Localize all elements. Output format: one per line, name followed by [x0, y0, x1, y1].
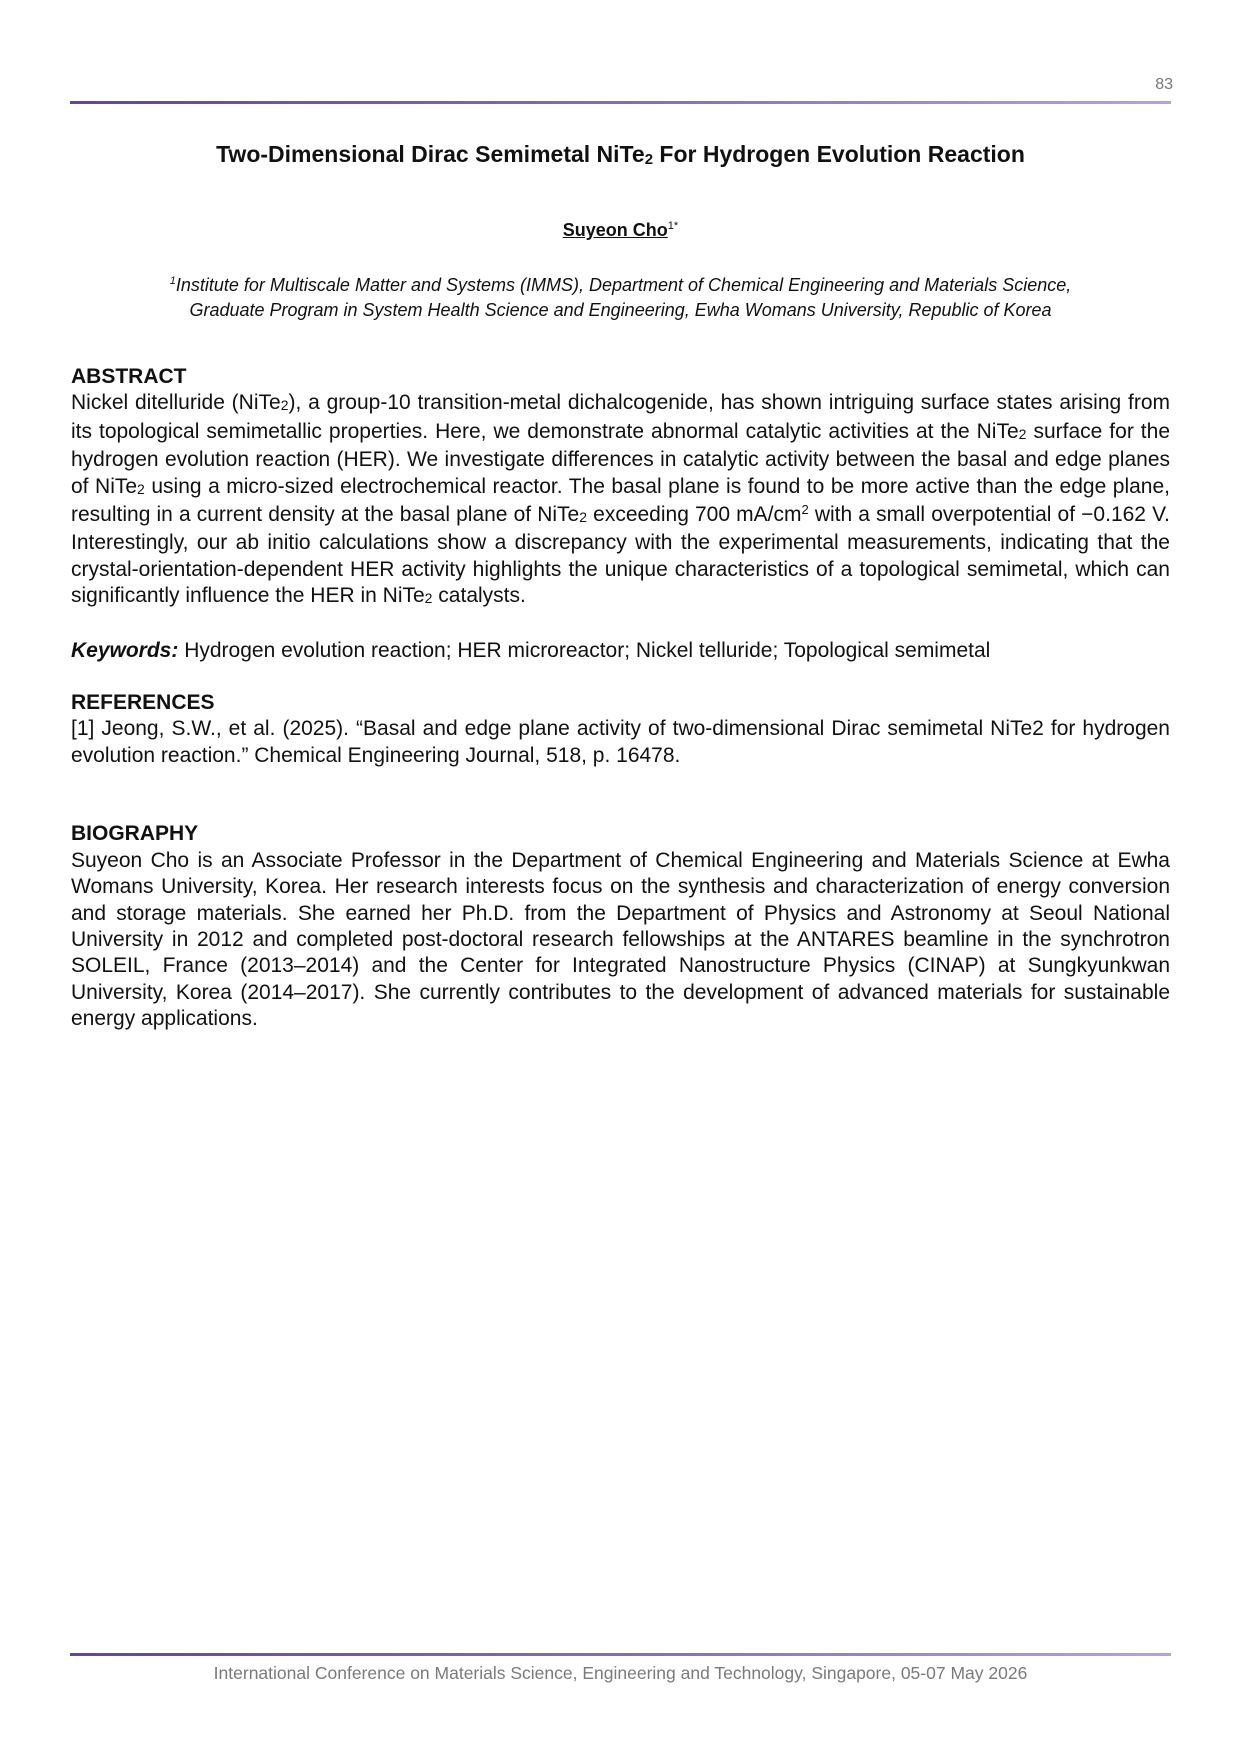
abstract-heading: ABSTRACT — [71, 365, 187, 388]
biography-section — [71, 821, 1170, 1032]
title-subscript: 2 — [644, 151, 654, 168]
author-line — [0, 220, 1241, 241]
abstract-body: Nickel ditelluride (NiTe$_2$), a group-10 transition-metal dichalcogenide, has shown intriguing surface states arising from its topological semimetallic properties. Here, we demonstrate abnormal catalytic activities at the NiTe$_2$ surface for the hydrogen evolution reaction (HER). We investigate differences in catalytic activity between the basal and edge planes of NiTe$_2$ using a micro-sized electrochemical reactor. The basal plane is found to be more active than the edge plane, resulting in a current density at the basal plane of NiTe$_2$ exceeding 700 $mA/cm^2$ with a small overpotential of −0.162 V. Interestingly, our ab initio calculations show a discrepancy with the experimental measurements, indicating that the crystal-orientation-dependent HER activity highlights the unique characteristics of a topological semimetal, which can significantly influence the HER in NiTe$_2$ catalysts. — [71, 391, 1171, 608]
footer-divider — [70, 1653, 1171, 1656]
keywords-label: Keywords: — [71, 638, 179, 662]
page-number: 83 — [1155, 76, 1173, 93]
header-divider — [70, 101, 1171, 104]
keywords — [71, 638, 1170, 664]
abstract-section — [71, 364, 1170, 612]
main-content — [71, 364, 1170, 1033]
affiliation-marker: 1 — [169, 275, 176, 287]
affiliation-line-2: Graduate Program in System Health Science and Engineering, Ewha Womans University, Republic of Korea — [189, 300, 1052, 320]
references-heading: REFERENCES — [71, 691, 215, 715]
biography-body: Suyeon Cho is an Associate Professor in the Department of Chemical Engineering and Materials Science at Ewha Womans University, Korea. Her research interests focus on the synthesis and characterization of energy conversion and storage materials. She earned her Ph.D. from the Department of Physics and Astronomy at Seoul National University in 2012 and completed post-doctoral research fellowships at the ANTARES beamline in the synchrotron SOLEIL, France (2013–2014) and the Center for Integrated Nanostructure Physics (CINAP) at Sungkyunkwan University, Korea (2014–2017). She currently contributes to the development of advanced materials for sustainable energy applications. — [71, 848, 1170, 1031]
biography-heading: BIOGRAPHY — [71, 822, 199, 846]
author-name: Suyeon Cho — [562, 220, 668, 240]
paper-title — [70, 141, 1171, 168]
references-section — [71, 690, 1170, 769]
affiliation-line-1: $^1$Institute for Multiscale Matter and Systems (IMMS), Department of Chemical Engineering and Materials Science, — [169, 275, 1072, 295]
title-text-before: Two-Dimensional Dirac Semimetal NiTe — [216, 141, 645, 167]
affiliation — [70, 269, 1171, 323]
author-marker: 1* — [667, 220, 679, 232]
conference-footer: International Conference on Materials Science, Engineering and Technology, Singapore, 05-07 May 2026 — [213, 1663, 1028, 1683]
reference-item: [1] Jeong, S.W., et al. (2025). “Basal and edge plane activity of two-dimensional Dirac semimetal NiTe2 for hydrogen evolution reaction.” Chemical Engineering Journal, 518, p. 16478. — [71, 717, 1170, 767]
title-text-after: For Hydrogen Evolution Reaction — [653, 141, 1025, 167]
keywords-text: Hydrogen evolution reaction; HER microreactor; Nickel telluride; Topological semimetal — [178, 638, 991, 662]
